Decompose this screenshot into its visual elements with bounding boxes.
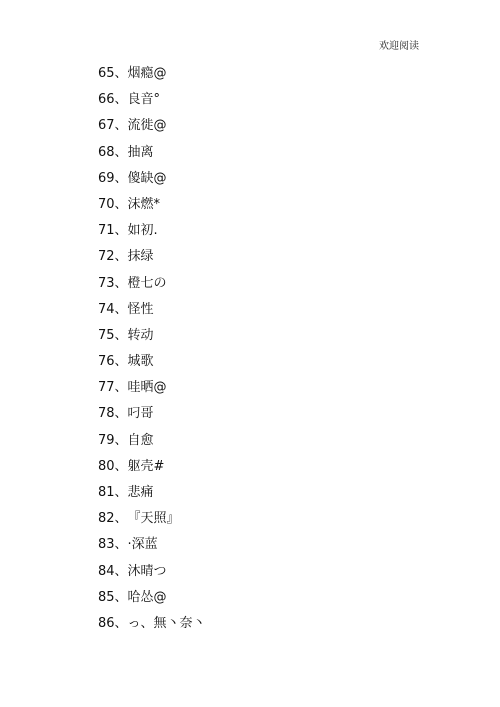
item-number: 70、 (98, 196, 128, 212)
list-item (98, 116, 206, 142)
item-number: 65、 (98, 66, 128, 81)
item-number: 82、 (98, 511, 128, 527)
list-item (98, 457, 206, 483)
list-item (98, 483, 206, 509)
item-text: っ、無丶奈丶 (127, 615, 206, 631)
item-number: 68、 (98, 144, 128, 160)
list-item (98, 247, 206, 273)
item-text: 抽离 (127, 144, 154, 160)
item-text: 傻缺@ (127, 170, 167, 186)
item-text: 沐晴つ (127, 563, 167, 579)
list-item (98, 509, 206, 535)
item-number: 78、 (98, 406, 128, 422)
item-number: 75、 (98, 327, 128, 343)
list-item (98, 378, 206, 404)
item-text: 转动 (127, 327, 154, 343)
item-number: 86、 (98, 615, 128, 631)
item-text: 沫燃* (127, 196, 161, 212)
list-item (98, 90, 206, 116)
list-item (98, 431, 206, 457)
item-text: 自愈 (127, 432, 154, 448)
item-text: ·深蓝 (127, 537, 158, 553)
list-item (98, 195, 206, 221)
list-item (98, 274, 206, 300)
list-item (98, 352, 206, 378)
item-text: 良音° (127, 92, 161, 108)
item-text: 流徙@ (127, 118, 167, 134)
item-text: 叼哥 (127, 406, 154, 422)
item-number: 77、 (98, 380, 128, 396)
item-text: 躯壳# (127, 458, 165, 474)
entry-list (98, 64, 206, 640)
list-item (98, 535, 206, 561)
list-item (98, 326, 206, 352)
item-number: 84、 (98, 563, 128, 579)
item-text: 悲痛 (127, 485, 154, 500)
item-text: 烟瘾@ (127, 66, 167, 81)
header-note: 欢迎阅读 (379, 41, 419, 52)
list-item (98, 614, 206, 640)
list-item (98, 588, 206, 614)
item-number: 85、 (98, 589, 128, 605)
item-number: 69、 (98, 170, 128, 186)
item-number: 66、 (98, 92, 128, 108)
item-text: 哈怂@ (127, 589, 167, 605)
list-item (98, 169, 206, 195)
item-text: 如初. (127, 223, 158, 239)
item-number: 74、 (98, 301, 128, 317)
item-number: 73、 (98, 275, 128, 291)
item-text: 橙七の (127, 275, 167, 291)
item-number: 67、 (98, 118, 128, 134)
item-number: 81、 (98, 485, 128, 500)
item-number: 83、 (98, 537, 128, 553)
list-item (98, 562, 206, 588)
item-text: 哇晒@ (127, 380, 167, 396)
item-number: 79、 (98, 432, 128, 448)
item-number: 80、 (98, 458, 128, 474)
item-text: 抹绿 (127, 249, 154, 265)
list-item (98, 221, 206, 247)
item-number: 72、 (98, 249, 128, 265)
list-item (98, 300, 206, 326)
item-number: 76、 (98, 354, 128, 370)
item-text: 城歌 (127, 354, 154, 370)
list-item (98, 143, 206, 169)
list-item (98, 64, 206, 90)
item-number: 71、 (98, 223, 128, 239)
list-item (98, 404, 206, 430)
item-text: 『天照』 (127, 511, 180, 527)
item-text: 怪性 (127, 301, 154, 317)
